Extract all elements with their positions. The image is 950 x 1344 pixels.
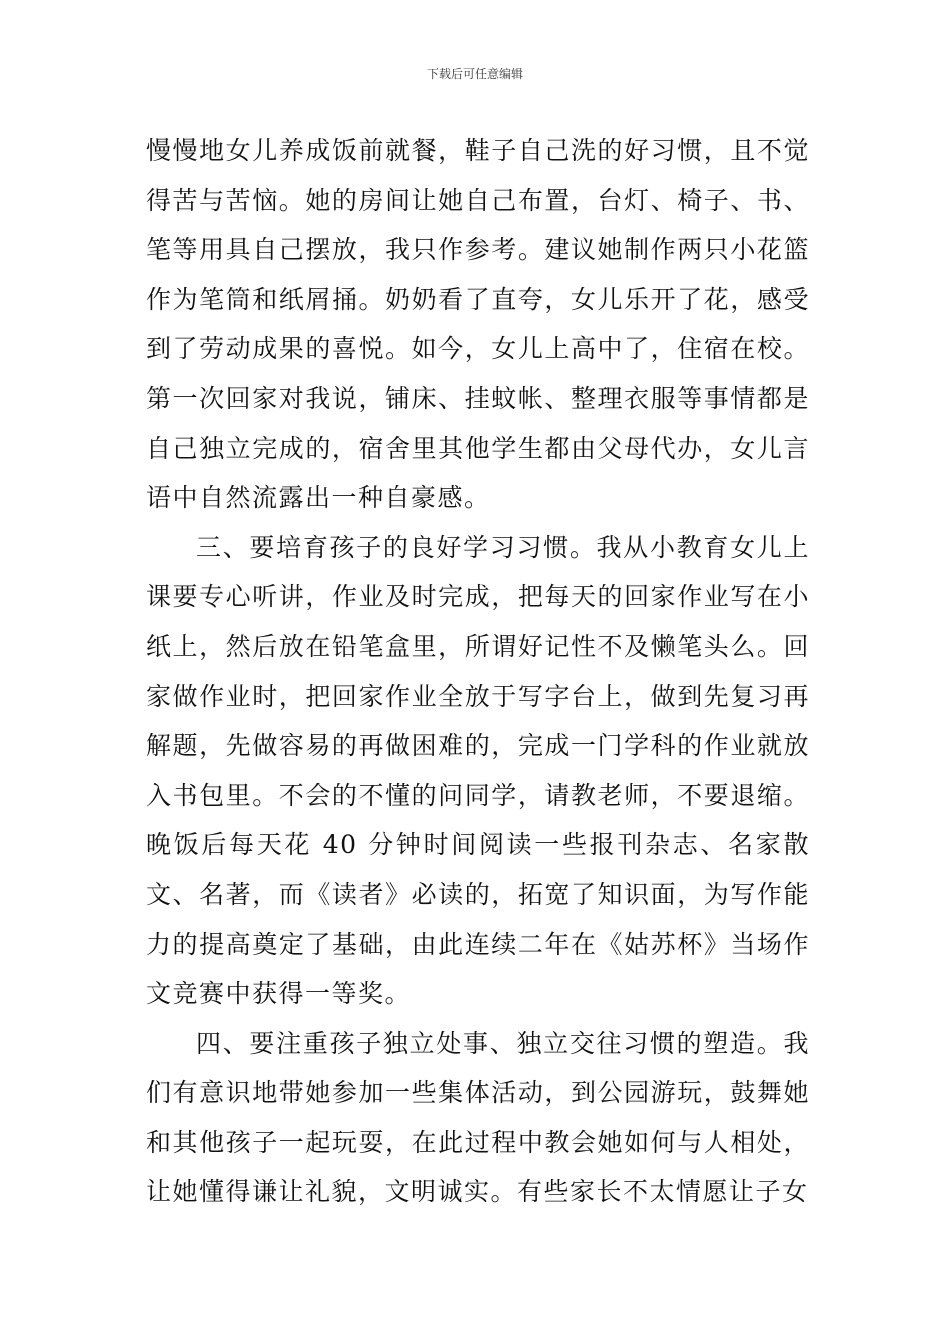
paragraph-continued: 慢慢地女儿养成饭前就餐，鞋子自己洗的好习惯，且不觉得苦与苦恼。她的房间让她自己布置，台灯、椅子、书、笔等用具自己摆放，我只作参考。建议她制作两只小花篮作为笔筒和纸屑捅。奶奶看了直夸，女儿乐开了花，感受到了劳动成果的喜悦。如今，女儿上高中了，住宿在校。第一次回家对我说，铺床、挂蚊帐、整理衣服等事情都是自己独立完成的，宿舍里其他学生都由父母代办，女儿言语中自然流露出一种自豪感。: [146, 136, 810, 513]
paragraph-section-three: 三、要培育孩子的良好学习习惯。我从小教育女儿上课要专心听讲，作业及时完成，把每天的回家作业写在小纸上，然后放在铅笔盒里，所谓好记性不及懒笔头么。回家做作业时，把回家作业全放于写字台上，做到先复习再解题，先做容易的再做困难的，完成一门学科的作业就放入书包里。不会的不懂的问同学，请教老师，不要退缩。晚饭后每天花 40 分钟时间阅读一些报刊杂志、名家散文、名著，而《读者》必读的，拓宽了知识面，为写作能力的提高奠定了基础，由此连续二年在《姑苏杯》当场作文竞赛中获得一等奖。: [146, 532, 810, 1009]
paragraph-section-four: 四、要注重孩子独立处事、独立交往习惯的塑造。我们有意识地带她参加一些集体活动，到公园游玩，鼓舞她和其他孩子一起玩耍，在此过程中教会她如何与人相处，让她懂得谦让礼貌，文明诚实。有些家长不太情愿让子女: [146, 1028, 810, 1207]
document-body: [146, 126, 810, 1217]
page-header: 下载后可任意编辑: [426, 67, 523, 81]
